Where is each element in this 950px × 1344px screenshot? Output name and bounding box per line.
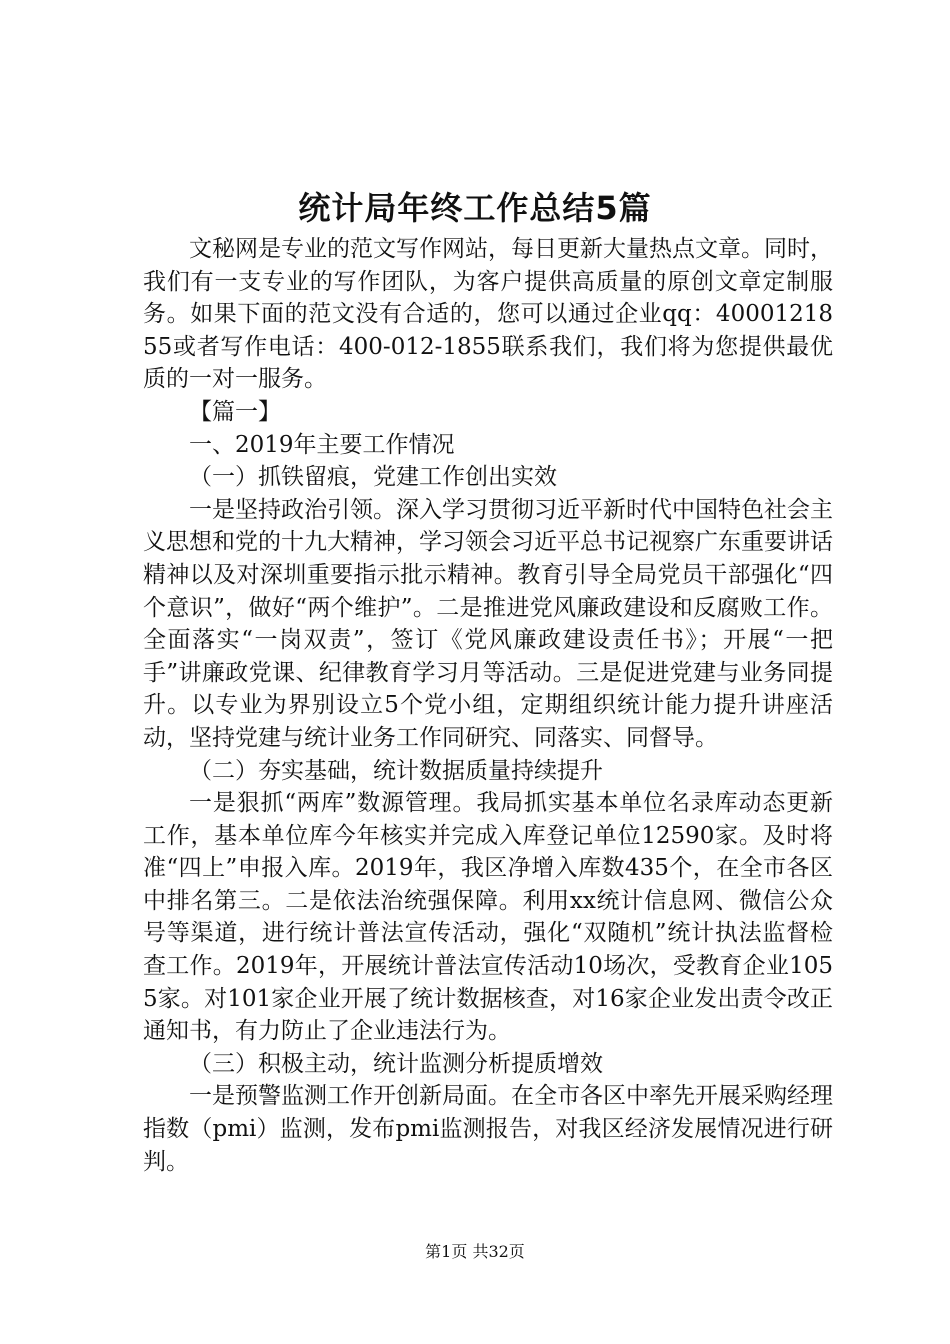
paragraph-monitoring: 一是预警监测工作开创新局面。在全市各区中率先开展采购经理指数（pmi）监测，发布pmi监测报告，对我区经济发展情况进行研判。 — [143, 1083, 833, 1175]
document-body — [143, 233, 833, 1178]
document-title: 统计局年终工作总结5篇 — [298, 189, 652, 227]
section-label-part-one: 【篇一】 — [189, 398, 281, 425]
paragraph-intro: 文秘网是专业的范文写作网站，每日更新大量热点文章。同时，我们有一支专业的写作团队，为客户提供高质量的原创文章定制服务。如果下面的范文没有合适的，您可以通过企业qq：4000121855或者写作电话：400-012-1855联系我们，我们将为您提供最优质的一对一服务。 — [143, 236, 833, 393]
page-footer: 第1页 共32页 — [425, 1242, 525, 1261]
subheading-monitoring: （三）积极主动，统计监测分析提质增效 — [189, 1050, 603, 1077]
paragraph-data-quality: 一是狠抓“两库”数源管理。我局抓实基本单位名录库动态更新工作，基本单位库今年核实并完成入库登记单位12590家。及时将准“四上”申报入库。2019年，我区净增入库数435个，在全市各区中排名第三。二是依法治统强保障。利用xx统计信息网、微信公众号等渠道，进行统计普法宣传活动，强化“双随机”统计执法监督检查工作。2019年，开展统计普法宣传活动10场次，受教育企业1055家。对101家企业开展了统计数据核查，对16家企业发出责令改正通知书，有力防止了企业违法行为。 — [143, 790, 833, 1045]
paragraph-party-building: 一是坚持政治引领。深入学习贯彻习近平新时代中国特色社会主义思想和党的十九大精神，学习领会习近平总书记视察广东重要讲话精神以及对深圳重要指示批示精神。教育引导全局党员干部强化“四个意识”，做好“两个维护”。二是推进党风廉政建设和反腐败工作。全面落实“一岗双责”，签订《党风廉政建设责任书》；开展“一把手”讲廉政党课、纪律教育学习月等活动。三是促进党建与业务同提升。以专业为界别设立5个党小组，定期组织统计能力提升讲座活动，坚持党建与统计业务工作同研究、同落实、同督导。 — [143, 496, 833, 751]
subheading-data-quality: （二）夯实基础，统计数据质量持续提升 — [189, 757, 603, 784]
subheading-party-building: （一）抓铁留痕，党建工作创出实效 — [189, 464, 557, 491]
heading-main-work: 一、2019年主要工作情况 — [189, 431, 455, 458]
